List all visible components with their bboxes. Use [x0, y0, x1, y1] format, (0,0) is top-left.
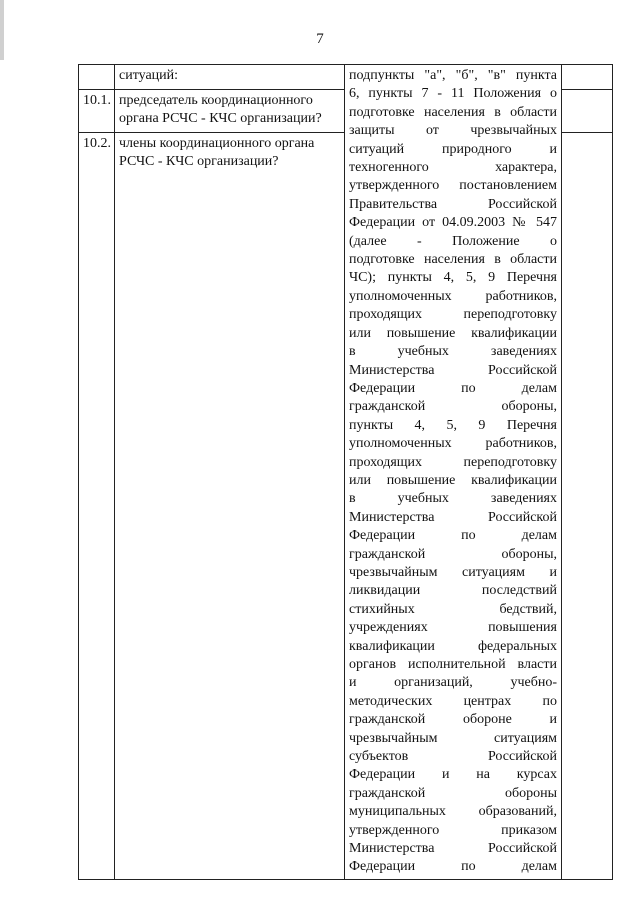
reference-line: субъектов Российской: [349, 749, 557, 765]
reference-line: чрезвычайным ситуациям: [349, 730, 557, 746]
document-table: [78, 64, 613, 880]
reference-line: и организаций, учебно-: [349, 675, 557, 691]
row-number: 10.2.: [79, 133, 115, 880]
row-number: 10.1.: [79, 90, 115, 133]
reference-line: Федерации по делам: [349, 380, 557, 396]
reference-line: ситуаций природного и: [349, 141, 557, 157]
reference-line: ЧС); пункты 4, 5, 9 Перечня: [349, 270, 557, 286]
blank-cell: [562, 65, 613, 90]
reference-line: Федерации от 04.09.2003 № 547: [349, 215, 557, 231]
reference-line: муниципальных образований,: [349, 804, 557, 820]
reference-line: Федерации по делам: [349, 859, 557, 875]
reference-line: Правительства Российской: [349, 196, 557, 212]
blank-cell: [562, 133, 613, 880]
reference-cell: [345, 65, 562, 880]
reference-line: гражданской обороны,: [349, 399, 557, 415]
reference-line: (далее - Положение о: [349, 233, 557, 249]
reference-line: проходящих переподготовку: [349, 454, 557, 470]
reference-line: или повышение квалификации: [349, 472, 557, 488]
reference-line: проходящих переподготовку: [349, 307, 557, 323]
reference-line: 6, пункты 7 - 11 Положения о: [349, 86, 557, 102]
reference-line: уполномоченных работников,: [349, 288, 557, 304]
reference-line: защиты от чрезвычайных: [349, 123, 557, 139]
reference-line: учреждениях повышения: [349, 620, 557, 636]
reference-line: органов исполнительной власти: [349, 657, 557, 672]
reference-line: Министерства Российской: [349, 841, 557, 857]
reference-line: утвержденного постановлением: [349, 178, 557, 194]
reference-line: пункты 4, 5, 9 Перечня: [349, 417, 557, 433]
reference-line: Федерации и на курсах: [349, 767, 557, 783]
row-question: председатель координационного органа РСЧС - КЧС организации?: [115, 90, 345, 133]
reference-line: стихийных бедствий,: [349, 601, 557, 617]
reference-line: гражданской обороны,: [349, 546, 557, 562]
row-number: [79, 65, 115, 90]
reference-line: гражданской обороне и: [349, 712, 557, 728]
reference-line: Министерства Российской: [349, 362, 557, 378]
reference-line: квалификации федеральных: [349, 638, 557, 654]
reference-line: уполномоченных работников,: [349, 436, 557, 452]
reference-line: Министерства Российской: [349, 509, 557, 525]
reference-line: чрезвычайным ситуациям и: [349, 564, 557, 580]
reference-line: в учебных заведениях: [349, 344, 557, 360]
reference-line: подпункты "а", "б", "в" пункта: [349, 68, 557, 83]
reference-line: утвержденного приказом: [349, 822, 557, 838]
row-question: члены координационного органа РСЧС - КЧС организации?: [115, 133, 345, 880]
reference-text: [349, 67, 557, 877]
table-row: [79, 65, 613, 90]
blank-cell: [562, 90, 613, 133]
reference-line: подготовке населения в области: [349, 104, 557, 120]
reference-line: методических центрах по: [349, 693, 557, 709]
page-number: 7: [316, 31, 324, 47]
row-question: ситуаций:: [115, 65, 345, 90]
reference-line: Федерации по делам: [349, 528, 557, 544]
reference-line: ликвидации последствий: [349, 583, 557, 599]
reference-line: в учебных заведениях: [349, 491, 557, 507]
reference-line: или повышение квалификации: [349, 325, 557, 341]
reference-line: подготовке населения в области: [349, 252, 557, 268]
reference-line: гражданской обороны: [349, 785, 557, 801]
reference-line: техногенного характера,: [349, 160, 557, 176]
